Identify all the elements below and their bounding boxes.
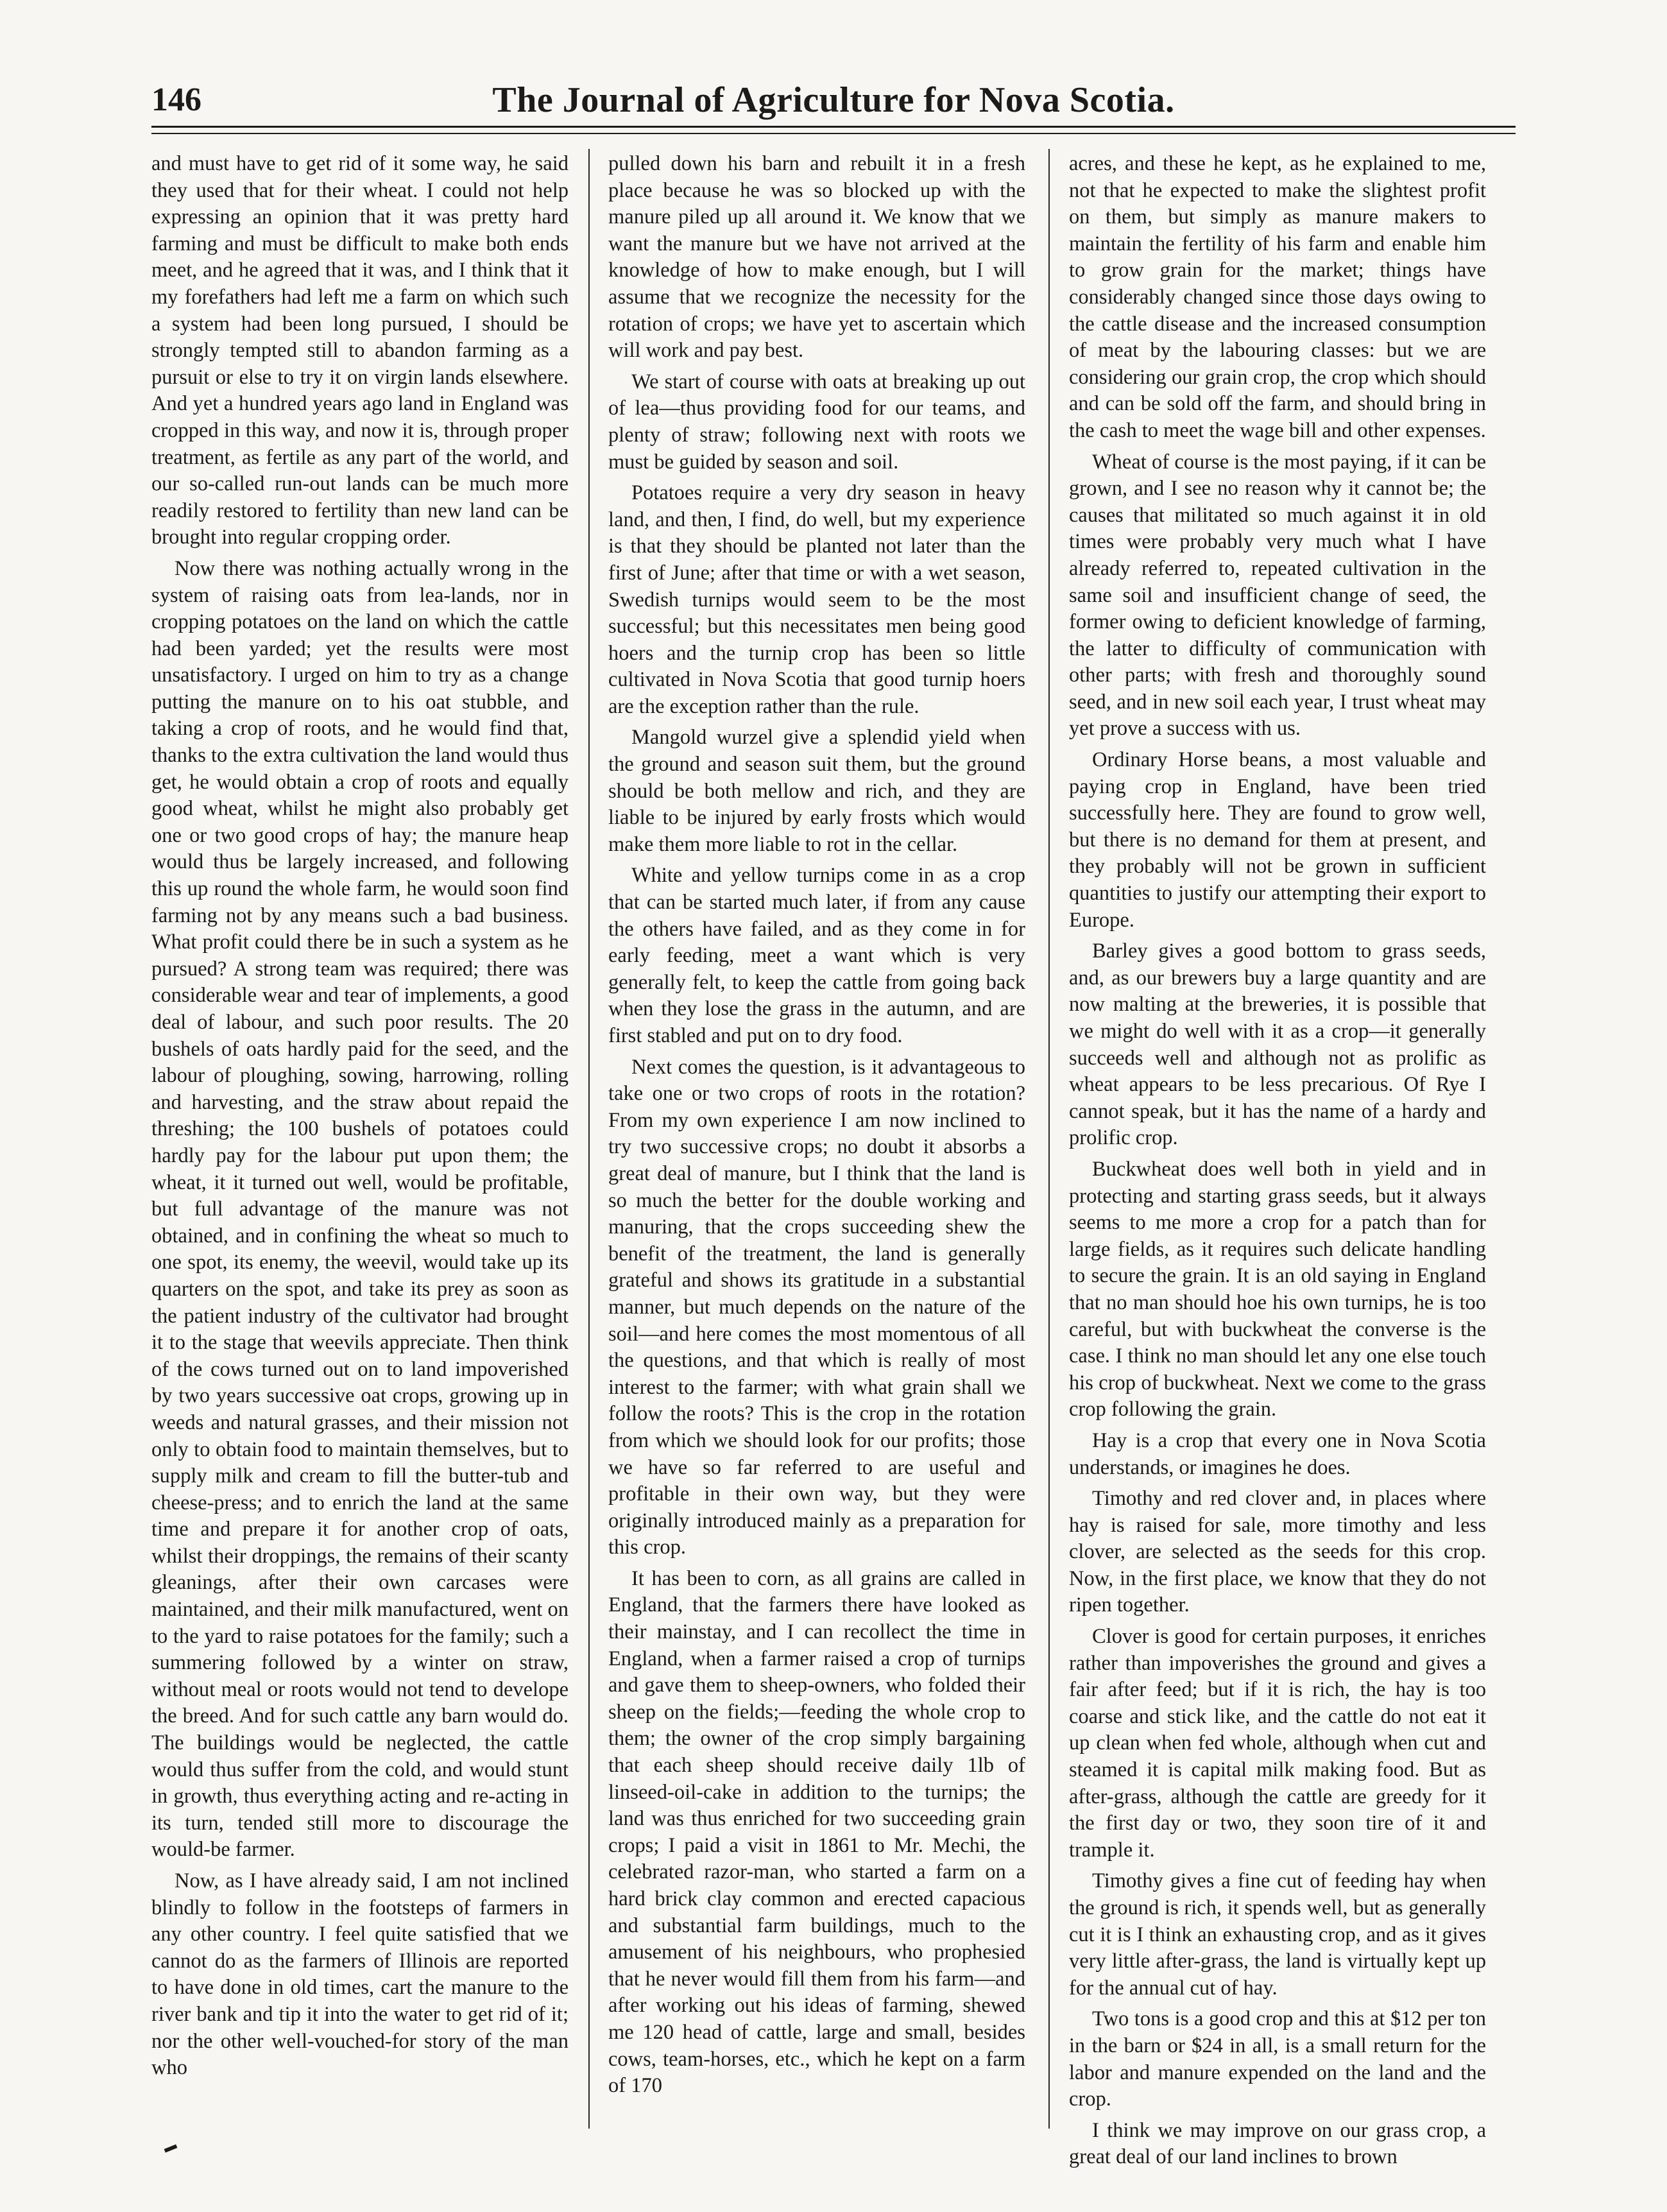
- paragraph: Timothy gives a fine cut of feeding hay when the ground is rich, it spends well, but as generally cut it is I think an exhausting crop, and as it gives very little after-grass, the land is virtually kept up for the annual cut of hay.: [1069, 1869, 1486, 2000]
- column-divider-1: [588, 149, 590, 2129]
- paragraph: Clover is good for certain purposes, it enriches rather than impoverishes the ground and gives a fair after feed; but if it is rich, the hay is too coarse and stick like, and the cattle do not eat it up clean when fed whole, although when cut and steamed it is capital milk making food. But as after-grass, although the cattle are greedy for it the first day or two, they soon tire of it and trample it.: [1069, 1625, 1486, 1862]
- paragraph: It has been to corn, as all grains are called in England, that the farmers there have looked as their mainstay, and I can recollect the time in England, when a farmer raised a crop of turnips and gave them to sheep-owners, who folded their sheep on the fields;—feeding the whole crop to them; the owner of the crop simply bargaining that each sheep should receive daily 1lb of linseed-oil-cake in addition to the turnips; the land was thus enriched for two succeeding grain crops; I paid a visit in 1861 to Mr. Mechi, the celebrated razor-man, who started a farm on a hard brick clay common and erected capacious and substantial farm buildings, much to the amusement of his neighbours, who prophesied that he never would fill them from his farm—and after working out his ideas of farming, shewed me 120 head of cattle, large and small, besides cows, team-horses, etc., which he kept on a farm of 170: [608, 1566, 1025, 2098]
- paragraph: White and yellow turnips come in as a crop that can be started much later, if from any cause the others have failed, and as they come in for early feeding, meet a want which is very generally felt, to keep the cattle from going back when they lose the grass in the autumn, and are first stabled and put on to dry food.: [608, 864, 1025, 1047]
- text-column-2: [608, 151, 1025, 2140]
- paragraph: Next comes the question, is it advantageous to take one or two crops of roots in the rotation? From my own experience I am now inclined to try two successive crops; no doubt it absorbs a great deal of manure, but I think that the land is so much the better for the double working and manuring, that the crops succeeding shew the benefit of the treatment, the land is generally grateful and shows its gratitude in a substantial manner, but much depends on the nature of the soil—and here comes the most momentous of all the questions, and that which is really of most interest to the farmer; with what grain shall we follow the roots? This is the crop in the rotation from which we should look for our profits; those we have so far referred to are useful and profitable in their own way, but they were originally introduced mainly as a preparation for this crop.: [608, 1055, 1025, 1559]
- header-rule-top: [151, 126, 1516, 128]
- paragraph: Now, as I have already said, I am not inclined blindly to follow in the footsteps of farmers in any other country. I feel quite satisfied that we cannot do as the farmers of Illinois are reported to have done in old times, cart the manure to the river bank and tip it into the water to get rid of it; nor the other well-vouched-for story of the man who: [151, 1869, 568, 2080]
- ink-mark: [164, 2144, 178, 2152]
- paragraph: Potatoes require a very dry season in heavy land, and then, I find, do well, but my experience is that they should be planted not later than the first of June; after that time or with a wet season, Swedish turnips would seem to be the most successful; but this necessitates men being good hoers and the turnip crop has been so little cultivated in Nova Scotia that good turnip hoers are the exception rather than the rule.: [608, 481, 1025, 718]
- paragraph: Two tons is a good crop and this at $12 per ton in the barn or $24 in all, is a small return for the labor and manure expended on the land and the crop.: [1069, 2007, 1486, 2111]
- journal-title: The Journal of Agriculture for Nova Scotia.: [492, 80, 1175, 120]
- paragraph: Hay is a crop that every one in Nova Scotia understands, or imagines he does.: [1069, 1428, 1486, 1479]
- paragraph: acres, and these he kept, as he explained to me, not that he expected to make the slightest profit on them, but simply as manure makers to maintain the fertility of his farm and enable him to grow grain for the market; things have considerably changed since those days owing to the cattle disease and the increased consumption of meat by the labouring classes: but we are considering our grain crop, the crop which should and can be sold off the farm, and should bring in the cash to meet the wage bill and other expenses.: [1069, 152, 1486, 442]
- paragraph: Now there was nothing actually wrong in the system of raising oats from lea-lands, nor in cropping potatoes on the land on which the cattle had been yarded; yet the results were most unsatisfactory. I urged on him to try as a change putting the manure on to his oat stubble, and taking a crop of roots, and he would find that, thanks to the extra cultivation the land would thus get, he would obtain a crop of roots and equally good wheat, whilst he might also probably get one or two good crops of hay; the manure heap would thus be largely increased, and following this up round the whole farm, he would soon find farming not by any means such a bad business. What profit could there be in such a system as he pursued? A strong team was required; there was considerable wear and tear of implements, a good deal of labour, and such poor results. The 20 bushels of oats hardly paid for the seed, and the labour of ploughing, sowing, harrowing, rolling and harvesting, and the straw about repaid the threshing; the 100 bushels of potatoes could hardly pay for the labour put upon them; the wheat, it it turned out well, would be profitable, but full advantage of the manure was not obtained, and in confining the wheat so much to one spot, its enemy, the weevil, would take up its quarters on the spot, and take its prey as soon as the patient industry of the cultivator had brought it to the stage that weevils appreciate. Then think of the cows turned out on to land impoverished by two years successive oat crops, growing up in weeds and natural grasses, and their mission not only to obtain food to maintain themselves, but to supply milk and cream to fill the butter-tub and cheese-press; and to enrich the land at the same time and prepare it for another crop of oats, whilst their droppings, the remains of their scanty gleanings, after their own carcases were maintained, and their milk manufactured, went on to the yard to raise potatoes for the family; such a summering followed by a winter on straw, without meal or roots would not tend to develope the breed. And for such cattle any barn would do. The buildings would be neglected, the cattle would thus suffer from the cold, and would stunt in growth, thus everything acting and re-acting in its turn, tended still more to discourage the would-be farmer.: [151, 556, 568, 1862]
- paragraph: Timothy and red clover and, in places where hay is raised for sale, more timothy and less clover, are selected as the seeds for this crop. Now, in the first place, we know that they do not ripen together.: [1069, 1487, 1486, 1617]
- column-divider-2: [1048, 149, 1050, 2129]
- paragraph: We start of course with oats at breaking up out of lea—thus providing food for our teams, and plenty of straw; following next with roots we must be guided by season and soil.: [608, 370, 1025, 474]
- paragraph: Ordinary Horse beans, a most valuable and paying crop in England, have been tried successfully here. They are found to grow well, but there is no demand for them at present, and they probably will not be grown in sufficient quantities to justify our attempting their export to Europe.: [1069, 748, 1486, 932]
- paragraph: I think we may improve on our grass crop, a great deal of our land inclines to brown: [1069, 2118, 1486, 2169]
- paragraph: pulled down his barn and rebuilt it in a fresh place because he was so blocked up with the manure piled up all around it. We know that we want the manure but we have not arrived at the knowledge of how to make enough, but I will assume that we recognize the necessity for the rotation of crops; we have yet to ascertain which will work and pay best.: [608, 152, 1025, 363]
- paragraph: Barley gives a good bottom to grass seeds, and, as our brewers buy a large quantity and are now malting at the breweries, it is possible that we might do well with it as a crop—it generally succeeds well and although not as prolific as wheat appears to be less precarious. Of Rye I cannot speak, but it has the name of a hardy and prolific crop.: [1069, 939, 1486, 1150]
- page-header: [151, 76, 1516, 127]
- paragraph: Mangold wurzel give a splendid yield when the ground and season suit them, but the ground should be both mellow and rich, and they are liable to be injured by early frosts which would make them more liable to rot in the cellar.: [608, 726, 1025, 856]
- paragraph: and must have to get rid of it some way, he said they used that for their wheat. I could not help expressing an opinion that it was pretty hard farming and must be difficult to make both ends meet, and he agreed that it was, and I think that it my forefathers had left me a farm on which such a system had been long pursued, I should be strongly tempted still to abandon farming as a pursuit or else to try it on virgin lands elsewhere. And yet a hundred years ago land in England was cropped in this way, and now it is, through proper treatment, as fertile as any part of the world, and our so-called run-out lands can be much more readily restored to fertility than new land can be brought into regular cropping order.: [151, 152, 568, 549]
- page-number: 146: [151, 81, 201, 118]
- text-column-1: [151, 151, 568, 2140]
- paragraph: Wheat of course is the most paying, if it can be grown, and I see no reason why it cannot be; the causes that militated so much against it in old times were probably very much what I have already referred to, repeated cultivation in the same soil and insufficient change of seed, the former owing to deficient knowledge of farming, the latter to difficulty of communication with other parts; with fresh and thoroughly sound seed, and in new soil each year, I trust wheat may yet prove a success with us.: [1069, 450, 1486, 741]
- header-rule-bottom: [151, 133, 1516, 134]
- paragraph: Buckwheat does well both in yield and in protecting and starting grass seeds, but it always seems to me more a crop for a patch than for large fields, as it requires such delicate handling to secure the grain. It is an old saying in England that no man should hoe his own turnips, he is too careful, but with buckwheat the converse is the case. I think no man should let any one else touch his crop of buckwheat. Next we come to the grass crop following the grain.: [1069, 1157, 1486, 1421]
- text-column-3: [1069, 151, 1486, 2169]
